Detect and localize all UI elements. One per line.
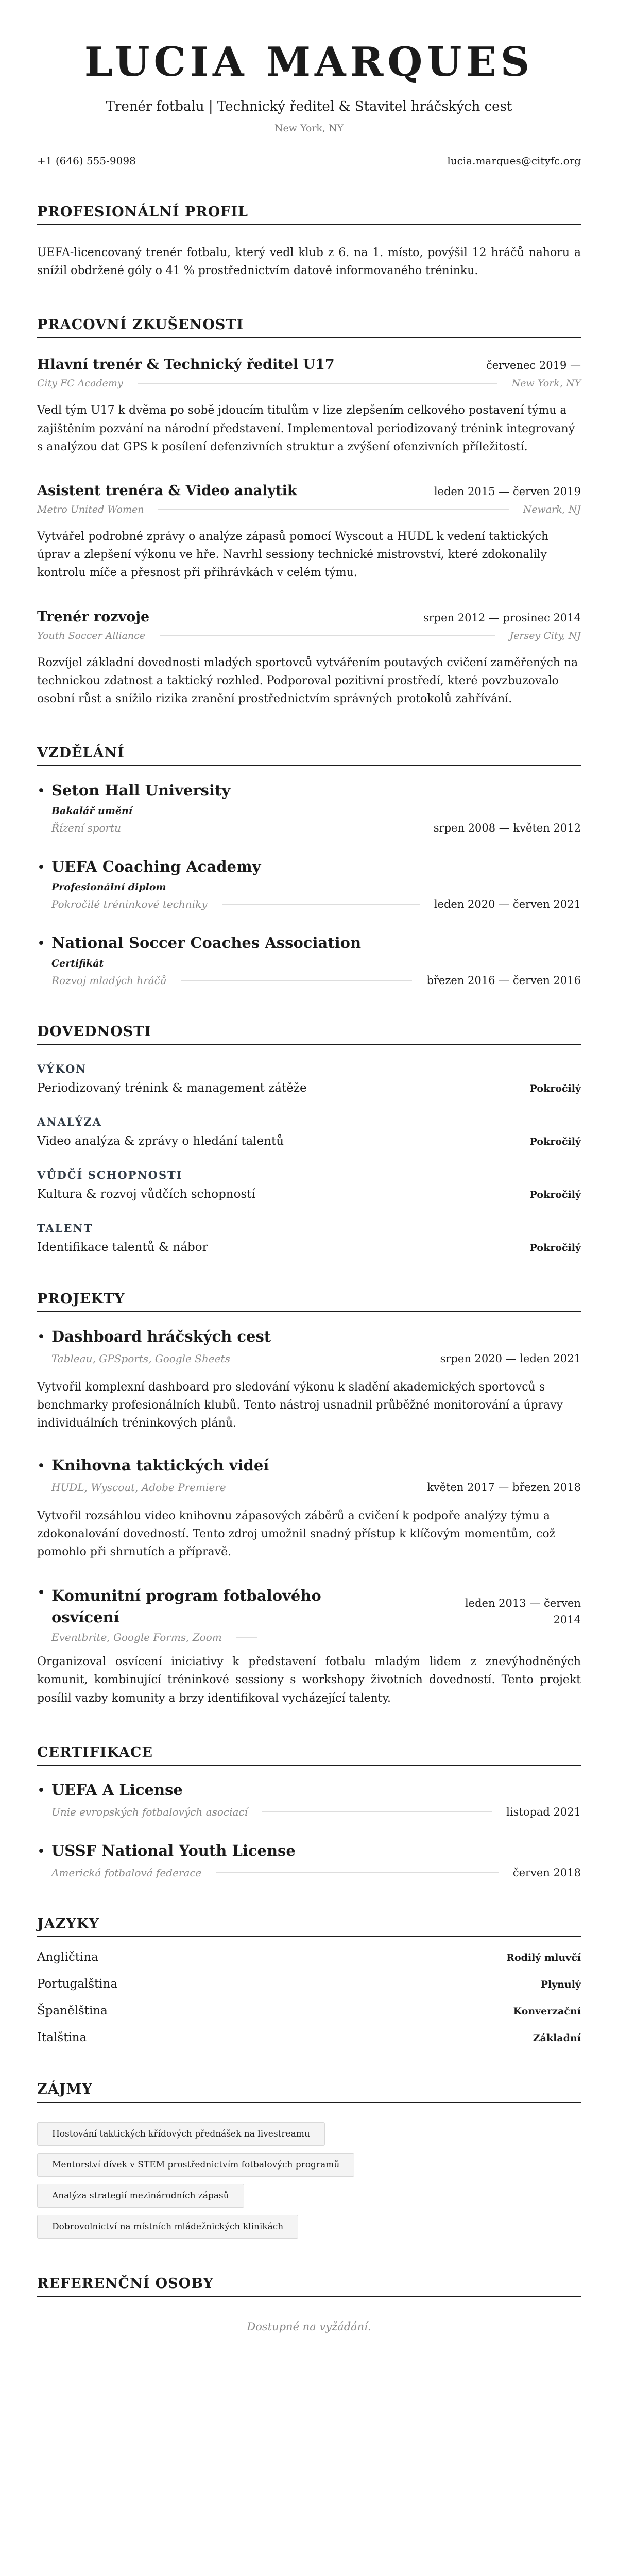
skill-category-title: VŮDČÍ SCHOPNOSTI (37, 1168, 183, 1182)
skill-category (37, 1062, 581, 1095)
project-entry (37, 1328, 581, 1433)
certification-name: UEFA A License (52, 1781, 183, 1799)
interests-section (37, 2081, 581, 2239)
bullet-icon: • (37, 859, 45, 876)
references-text: Dostupné na vyžádání. (247, 2320, 371, 2333)
certification-date: listopad 2021 (506, 1805, 581, 1818)
skill-level: Pokročilý (529, 1136, 581, 1148)
language-name: Angličtina (37, 1950, 98, 1964)
project-entry (37, 1456, 581, 1562)
job-location: Newark, NJ (523, 503, 581, 515)
job-description: Vytvářel podrobné zprávy o analýze zápasů pomocí Wyscout a HUDL k vedení taktických úprav a zlepšení výkonu ve hře. Navrhl sessiony technické mistrovství, které zdokonalily kontrolu míče a přesnost při přihrávkách v celém týmu. (37, 530, 549, 580)
skill-level: Pokročilý (529, 1083, 581, 1095)
language-row (37, 1951, 581, 1964)
project-name-line1: Komunitní program fotbalového (52, 1587, 321, 1605)
language-level: Rodilý mluvčí (506, 1952, 581, 1963)
bullet-icon: • (37, 1585, 45, 1601)
skills-section (37, 1024, 581, 1254)
project-entry (37, 1585, 581, 1707)
job-entry (37, 609, 581, 708)
candidate-location: New York, NY (274, 123, 344, 134)
field-of-study: Rozvoj mladých hráčů (52, 974, 167, 987)
section-title: DOVEDNOSTI (37, 1024, 581, 1045)
dotted-leader (236, 1637, 257, 1638)
candidate-name: LUCIA MARQUES (84, 39, 534, 86)
project-tools: Tableau, GPSports, Google Sheets (52, 1352, 230, 1365)
section-title: CERTIFIKACE (37, 1744, 581, 1766)
project-date: srpen 2020 — leden 2021 (440, 1352, 581, 1365)
section-title: PROFESIONÁLNÍ PROFIL (37, 204, 581, 225)
dotted-leader (160, 635, 495, 636)
language-level: Konverzační (513, 2005, 581, 2017)
dotted-leader (216, 1872, 498, 1873)
job-organization: City FC Academy (37, 378, 123, 389)
interest-tag: Mentorství dívek v STEM prostřednictvím fotbalových programů (37, 2153, 354, 2177)
projects-section (37, 1291, 581, 1707)
project-date-line2: 2014 (553, 1613, 581, 1626)
interest-tag: Hostování taktických křídových přednášek na livestreamu (37, 2122, 325, 2146)
profile-section (37, 204, 581, 280)
interest-tag: Dobrovolnictví na místních mládežnických klinikách (37, 2215, 298, 2239)
job-entry (37, 483, 581, 582)
education-date: srpen 2008 — květen 2012 (433, 822, 581, 835)
job-title: Trenér rozvoje (37, 608, 150, 625)
skill-category (37, 1168, 581, 1201)
project-name: Knihovna taktických videí (52, 1456, 269, 1474)
job-date: leden 2015 — červen 2019 (434, 485, 581, 498)
dotted-leader (138, 383, 497, 384)
certification-entry (37, 1781, 581, 1818)
section-title: VZDĚLÁNÍ (37, 745, 581, 766)
skill-category (37, 1222, 581, 1254)
certification-issuer: Americká fotbalová federace (52, 1866, 202, 1879)
skill-category-title: TALENT (37, 1222, 93, 1235)
dotted-leader (181, 980, 413, 981)
bullet-icon: • (37, 1782, 45, 1799)
certification-issuer: Unie evropských fotbalových asociací (52, 1805, 248, 1818)
education-date: leden 2020 — červen 2021 (434, 898, 581, 911)
skill-category (37, 1115, 581, 1148)
degree: Certifikát (52, 958, 104, 970)
language-row (37, 2031, 581, 2044)
language-name: Španělština (37, 2004, 108, 2018)
language-level: Plynulý (540, 1978, 581, 1990)
interest-tag: Analýza strategií mezinárodních zápasů (37, 2184, 244, 2208)
school-name: National Soccer Coaches Association (52, 934, 362, 952)
education-entry (37, 934, 581, 987)
languages-section (37, 1916, 581, 2044)
job-entry (37, 357, 581, 456)
project-date: květen 2017 — březen 2018 (427, 1481, 581, 1494)
skill-category-title: VÝKON (37, 1062, 87, 1076)
project-description: Vytvořil komplexní dashboard pro sledování výkonu k sladění akademických sportovců s benchmarky profesionálních klubů. Tento nástroj usnadnil průběžné monitorování a úpravy individuálních tréninkových plánů. (37, 1381, 563, 1430)
skill-level: Pokročilý (529, 1189, 581, 1201)
job-organization: Metro United Women (37, 503, 144, 515)
job-location: New York, NY (511, 378, 581, 389)
certification-entry (37, 1842, 581, 1879)
language-row (37, 2004, 581, 2018)
dotted-leader (262, 1811, 492, 1812)
project-description: Vytvořil rozsáhlou video knihovnu zápasových záběrů a cvičení k podpoře analýzy týmu a zdokonalování dovedností. Tento zdroj umožnil snadný přístup k klíčovým momentům, což pomohlo při shrnutích a přípravě. (37, 1509, 556, 1558)
project-name (52, 1585, 321, 1628)
school-name: UEFA Coaching Academy (52, 858, 261, 876)
skill-name: Kultura & rozvoj vůdčích schopností (37, 1188, 255, 1201)
dotted-leader (158, 509, 508, 510)
section-title: PRACOVNÍ ZKUŠENOSTI (37, 317, 581, 338)
job-title: Hlavní trenér & Technický ředitel U17 (37, 357, 335, 373)
education-entry (37, 782, 581, 834)
skill-level: Pokročilý (529, 1242, 581, 1254)
skill-category-title: ANALÝZA (37, 1115, 102, 1129)
language-name: Italština (37, 2030, 87, 2044)
job-description: Vedl tým U17 k dvěma po sobě jdoucím titulům v lize zlepšením celkového postavení týmu a zajištěním pozvání na národní představení. Implementoval periodizovaný trénink integrovaný s analýzou dat GPS k posílení defenzivních struktur a zvýšení ofenzivních příležitostí. (37, 404, 575, 453)
job-description: Rozvíjel základní dovednosti mladých sportovců vytvářením poutavých cvičení zaměřených na technickou zdatnost a taktický rozhled. Podporoval pozitivní prostředí, které povzbuzovalo osobní růst a snížilo rizika zranění prostřednictvím správných protokolů zahřívání. (37, 656, 578, 705)
certification-date: červen 2018 (512, 1866, 581, 1879)
field-of-study: Řízení sportu (52, 822, 122, 835)
section-title: JAZYKY (37, 1916, 581, 1937)
email-address[interactable]: lucia.marques@cityfc.org (447, 155, 581, 167)
job-title: Asistent trenéra & Video analytik (37, 482, 297, 499)
job-organization: Youth Soccer Alliance (37, 630, 145, 641)
education-date: březen 2016 — červen 2016 (426, 974, 581, 987)
project-date (465, 1596, 581, 1628)
dotted-leader (222, 904, 420, 905)
job-date: červenec 2019 — (486, 359, 581, 372)
experience-section (37, 317, 581, 708)
project-name-line2: osvícení (52, 1608, 119, 1626)
project-tools: HUDL, Wyscout, Adobe Premiere (52, 1481, 226, 1494)
skill-name: Identifikace talentů & nábor (37, 1241, 208, 1255)
degree: Profesionální diplom (52, 882, 166, 893)
education-section (37, 745, 581, 987)
resume-header (37, 0, 581, 134)
school-name: Seton Hall University (52, 782, 231, 800)
project-tools: Eventbrite, Google Forms, Zoom (52, 1631, 222, 1644)
language-name: Portugalština (37, 1977, 118, 1991)
field-of-study: Pokročilé tréninkové techniky (52, 898, 208, 911)
section-title: PROJEKTY (37, 1291, 581, 1312)
certifications-section (37, 1744, 581, 1879)
project-date-line1: leden 2013 — červen (465, 1597, 581, 1610)
profile-text: UEFA-licencovaný trenér fotbalu, který vedl klub z 6. na 1. místo, povýšil 12 hráčů nahoru a snížil obdržené góly o 41 % prostřednictvím datově informovaného tréninku. (37, 246, 581, 278)
language-row (37, 1977, 581, 1991)
degree: Bakalář umění (52, 805, 133, 817)
bullet-icon: • (37, 936, 45, 952)
phone-number[interactable]: +1 (646) 555-9098 (37, 155, 136, 167)
bullet-icon: • (37, 1329, 45, 1346)
interest-tags (37, 2115, 581, 2239)
references-section (37, 2276, 581, 2333)
job-location: Jersey City, NJ (509, 630, 581, 641)
project-name: Dashboard hráčských cest (52, 1328, 271, 1346)
skill-name: Video analýza & zprávy o hledání talentů (37, 1134, 284, 1148)
section-title: REFERENČNÍ OSOBY (37, 2276, 581, 2297)
certification-name: USSF National Youth License (52, 1841, 296, 1859)
project-description: Organizoval osvícení iniciativy k představení fotbalu mladým lidem z znevýhodněných komunit, kombinující tréninkové sessiony s workshopy životních dovedností. Tento projekt posílil vazby komunity a brzy identifikoval vycházející talenty. (37, 1655, 581, 1705)
bullet-icon: • (37, 1458, 45, 1474)
section-title: ZÁJMY (37, 2081, 581, 2103)
contact-row (37, 155, 581, 167)
candidate-tagline: Trenér fotbalu | Technický ředitel & Stavitel hráčských cest (106, 99, 512, 114)
language-level: Základní (533, 2032, 581, 2044)
bullet-icon: • (37, 1843, 45, 1859)
skill-name: Periodizovaný trénink & management zátěže (37, 1081, 307, 1095)
education-entry (37, 858, 581, 910)
job-date: srpen 2012 — prosinec 2014 (423, 611, 581, 624)
bullet-icon: • (37, 783, 45, 800)
